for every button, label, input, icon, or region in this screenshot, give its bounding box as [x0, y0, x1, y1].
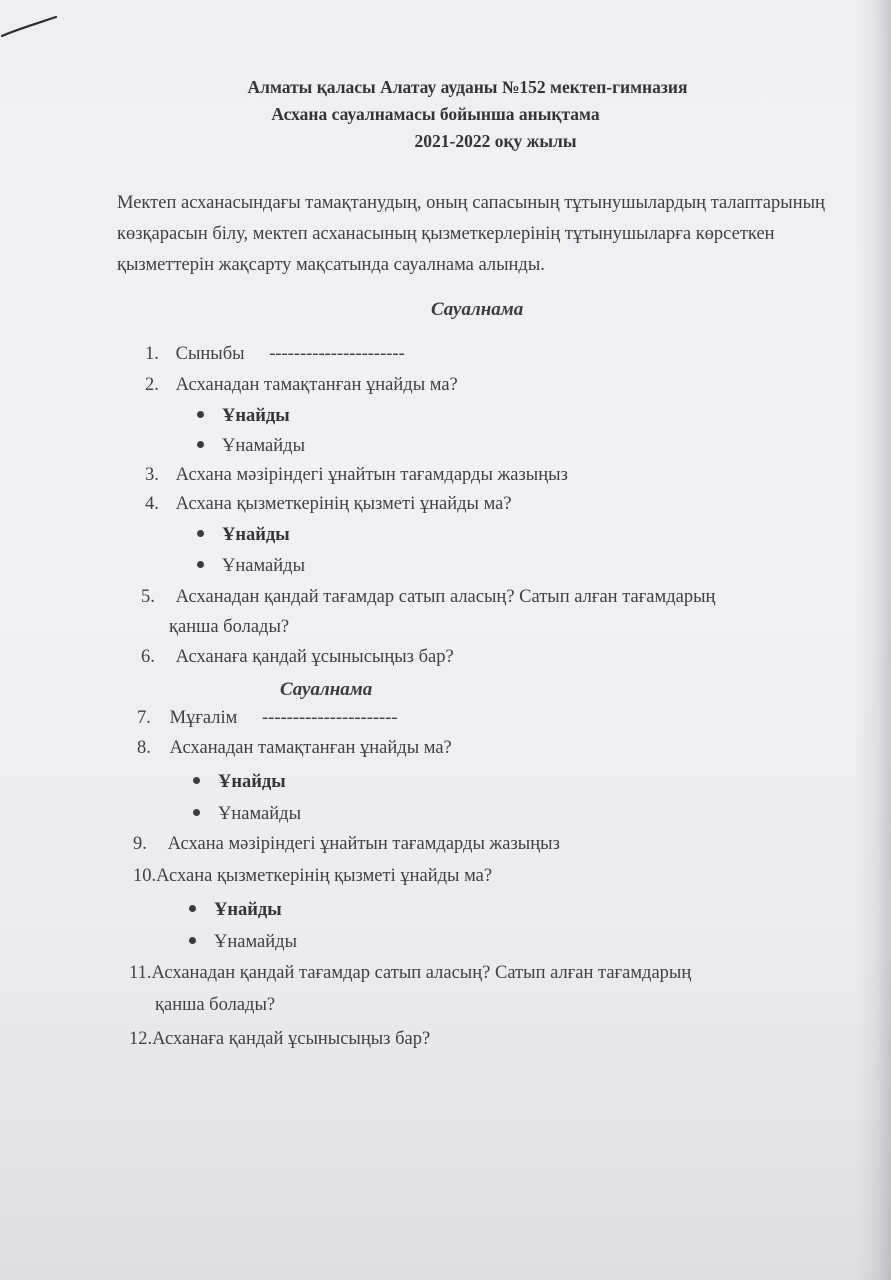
question-text: Асхана мәзіріндегі ұнайтын тағамдарды жазыңыз: [167, 834, 560, 854]
question-number: 6.: [141, 647, 155, 667]
bullet-icon: [193, 809, 200, 816]
question-text: Асханадан қандай тағамдар сатып аласың? Сатып алған тағамдарың: [151, 963, 692, 983]
question-10: [133, 866, 492, 887]
question-number: 2.: [145, 375, 159, 395]
question-number: 5.: [141, 587, 155, 607]
question-number: 12.: [129, 1029, 153, 1049]
option-dislike: [197, 556, 305, 577]
option-dislike: [197, 436, 305, 457]
question-number: 11.: [129, 963, 152, 983]
question-number: 3.: [145, 465, 159, 485]
question-4: [145, 494, 512, 515]
question-text: Асхана қызметкерінің қызметі ұнайды ма?: [175, 494, 512, 514]
question-12: [129, 1029, 430, 1050]
question-text: Асханадан қандай тағамдар сатып аласың? Сатып алған тағамдарың: [175, 587, 716, 607]
question-1: [145, 344, 405, 365]
pen-mark: [0, 14, 60, 40]
question-8: [137, 738, 452, 759]
page-edge-shadow: [857, 0, 891, 1280]
header-subject: Асхана сауалнамасы бойынша анықтама: [271, 104, 600, 124]
question-5: [141, 587, 715, 608]
question-text: Сыныбы: [175, 344, 245, 364]
option-label: Ұнамайды: [222, 556, 306, 576]
option-label: Ұнайды: [214, 900, 282, 920]
question-number: 1.: [145, 344, 159, 364]
bullet-icon: [197, 561, 204, 568]
bullet-icon: [197, 411, 204, 418]
option-dislike: [189, 932, 297, 953]
question-9: [133, 834, 560, 855]
option-like: [189, 900, 282, 921]
question-text: Асхана қызметкерінің қызметі ұнайды ма?: [156, 866, 493, 886]
question-11: [129, 963, 691, 984]
bullet-icon: [189, 905, 196, 912]
bullet-icon: [193, 777, 200, 784]
bullet-icon: [189, 937, 196, 944]
question-number: 4.: [145, 494, 159, 514]
section2-title: Сауалнама: [280, 679, 373, 700]
option-label: Ұнайды: [222, 525, 290, 545]
option-label: Ұнайды: [218, 772, 286, 792]
option-label: Ұнамайды: [214, 932, 298, 952]
header-school: Алматы қаласы Алатау ауданы №152 мектеп-гимназия: [247, 77, 688, 97]
question-text: Асханадан тамақтанған ұнайды ма?: [175, 375, 458, 395]
question-number: 10.: [133, 866, 157, 886]
option-label: Ұнамайды: [222, 436, 306, 456]
question-number: 8.: [137, 738, 151, 758]
question-number: 9.: [133, 834, 147, 854]
option-dislike: [193, 804, 301, 825]
question-2: [145, 375, 458, 396]
question-5-continued: қанша болады?: [169, 617, 290, 637]
answer-blank: ----------------------: [269, 344, 405, 364]
option-label: Ұнайды: [222, 406, 290, 426]
header-year: 2021-2022 оқу жылы: [414, 131, 577, 151]
option-like: [197, 406, 290, 427]
question-6: [141, 647, 454, 668]
question-11-continued: қанша болады?: [155, 995, 276, 1015]
question-text: Мұғалім: [169, 708, 238, 728]
question-text: Асханадан тамақтанған ұнайды ма?: [169, 738, 452, 758]
question-number: 7.: [137, 708, 151, 728]
section1-title: Сауалнама: [431, 299, 524, 320]
bullet-icon: [197, 441, 204, 448]
question-7: [137, 708, 398, 729]
bullet-icon: [197, 530, 204, 537]
option-like: [197, 525, 290, 546]
question-3: [145, 465, 568, 486]
question-text: Асханаға қандай ұсынысыңыз бар?: [175, 647, 454, 667]
question-text: Асханаға қандай ұсынысыңыз бар?: [152, 1029, 431, 1049]
option-label: Ұнамайды: [218, 804, 302, 824]
option-like: [193, 772, 286, 793]
answer-blank: ----------------------: [262, 708, 398, 728]
intro-paragraph: Мектеп асханасындағы тамақтанудың, оның сапасының тұтынушылардың талаптарының көзқарасын білу, мектеп асханасының қызметкерлерінің тұтынушыларға көрсеткен қызметтерін жақсарту мақсатында сауалнама алынды.: [117, 193, 825, 275]
question-text: Асхана мәзіріндегі ұнайтын тағамдарды жазыңыз: [175, 465, 568, 485]
